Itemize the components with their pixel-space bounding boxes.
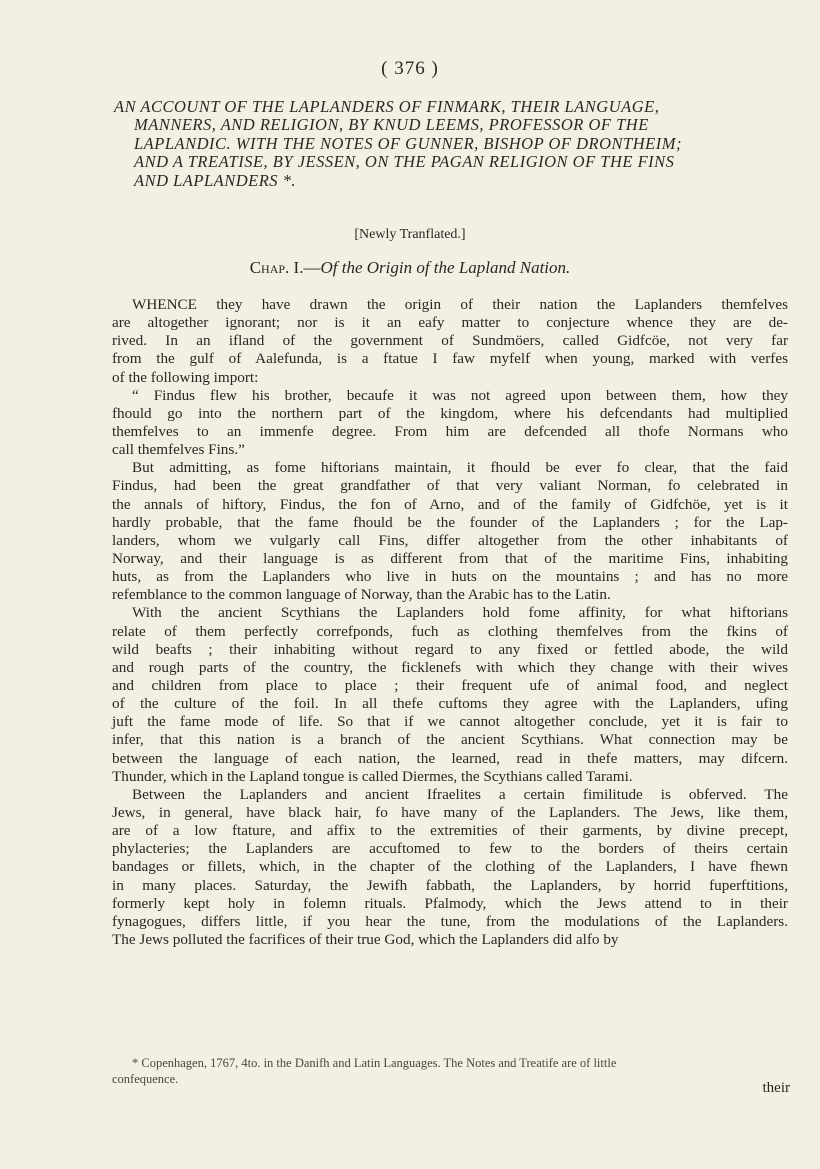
- body-line: fynagogues, differs little, if you hear the tune, from the modulations of the Laplanders.: [112, 912, 788, 930]
- footnote: [112, 1055, 788, 1087]
- body-line: The Jews polluted the facrifices of their true God, which the Laplanders did alfo by: [112, 930, 619, 948]
- title-line: AND A TREATISE, BY JESSEN, ON THE PAGAN RELIGION OF THE FINS: [134, 152, 675, 172]
- body-line: bandages or fillets, which, in the chapter of the clothing of the Laplanders, I have fhewn: [112, 858, 788, 876]
- body-line: and rough parts of the country, the ficklenefs with which they change with their wives: [112, 658, 788, 676]
- body-line: and children from place to place ; their frequent ufe of animal food, and neglect: [112, 676, 788, 694]
- body-line: juft the fame mode of life. So that if we cannot altogether conclude, yet it is fair to: [112, 713, 788, 731]
- title-line: AN ACCOUNT OF THE LAPLANDERS OF FINMARK, THEIR LANGUAGE,: [114, 97, 660, 116]
- body-line: formerly kept holy in folemn rituals. Pfalmody, which the Jews attend to in their: [112, 894, 788, 912]
- chapter-label: Chap. I.: [249, 258, 304, 277]
- catchword: their: [762, 1080, 790, 1096]
- body-line: Thunder, which in the Lapland tongue is called Diermes, the Scythians called Tarami.: [112, 767, 633, 785]
- title-line: LAPLANDIC. WITH THE NOTES OF GUNNER, BISHOP OF DRONTHEIM;: [134, 133, 682, 153]
- body-line: refemblance to the common language of Norway, than the Arabic has to the Latin.: [112, 586, 611, 604]
- body-line: landers, whom we vulgarly call Fins, differ altogether from the other inhabitants of: [112, 531, 788, 549]
- body-line: fhould go into the northern part of the kingdom, where his defcendants had multiplied: [112, 404, 788, 422]
- body-line: call themfelves Fins.”: [112, 441, 245, 459]
- title-line: MANNERS, AND RELIGION, BY KNUD LEEMS, PROFESSOR OF THE: [134, 115, 649, 135]
- body-line: between the language of each nation, the learned, read in thefe matters, may difcern.: [112, 749, 788, 767]
- body-line: Findus, had been the great grandfather of that very valiant Norman, fo celebrated in: [112, 477, 788, 495]
- body-line: in many places. Saturday, the Jewifh fabbath, the Laplanders, by horrid fuperftitions,: [112, 876, 788, 894]
- body-line: phylacteries; the Laplanders are accuftomed to few to the borders of theirs certain: [112, 840, 788, 858]
- body-line: hardly probable, that the fame fhould be the founder of the Laplanders ; for the Lap-: [112, 513, 788, 531]
- chapter-dash: —: [303, 258, 321, 277]
- chapter-heading: [0, 258, 820, 278]
- body-line: Jews, in general, have black hair, fo have many of the Laplanders. The Jews, like them,: [112, 803, 788, 821]
- body-line: infer, that this nation is a branch of the ancient Scythians. What connection may be: [112, 731, 788, 749]
- body-text: [112, 296, 788, 949]
- chapter-subtitle: Of the Origin of the Lapland Nation.: [320, 258, 571, 277]
- article-title: [114, 98, 784, 190]
- footnote-line: confequence.: [112, 1072, 179, 1086]
- body-line: are of a low ftature, and affix to the extremities of their garments, by divine precept,: [112, 822, 788, 840]
- body-line: relate of them perfectly correfponds, fuch as clothing themfelves from the fkins of: [112, 622, 788, 640]
- body-line: from the gulf of Aalefunda, is a ftatue I faw myfelf when young, marked with verfes: [112, 350, 788, 368]
- footnote-line: * Copenhagen, 1767, 4to. in the Danifh and Latin Languages. The Notes and Treatife are of little: [132, 1056, 617, 1070]
- body-line: Norway, and their language is as different from that of the maritime Fins, inhabiting: [112, 549, 788, 567]
- body-line: With the ancient Scythians the Laplanders hold fome affinity, for what hiftorians: [132, 604, 788, 622]
- body-line: are altogether ignorant; nor is it an eafy matter to conjecture whence they are de-: [112, 314, 788, 332]
- body-line: “ Findus flew his brother, becaufe it was not agreed upon between them, how they: [132, 386, 788, 404]
- body-line: rived. In an ifland of the government of Sundmöers, called Gidfcöe, not very far: [112, 332, 788, 350]
- body-line: of the culture of the foil. In all thefe cuftoms they agree with the Laplanders, ufing: [112, 695, 788, 713]
- body-line: huts, as from the Laplanders who live in huts on the mountains ; and has no more: [112, 568, 788, 586]
- translation-note: [Newly Tranflated.]: [354, 227, 466, 242]
- body-line: of the following import:: [112, 368, 259, 386]
- body-line: themfelves to an immenfe degree. From him are defcended all thofe Normans who: [112, 422, 788, 440]
- title-line: AND LAPLANDERS *.: [134, 170, 297, 190]
- body-line: But admitting, as fome hiftorians maintain, it fhould be ever fo clear, that the faid: [132, 459, 788, 477]
- body-line: wild beafts ; their inhabiting without regard to any fixed or fettled abode, the wild: [112, 640, 788, 658]
- body-line: the annals of hiftory, Findus, the fon of Arno, and of the family of Gidfchöe, yet is it: [112, 495, 788, 513]
- page-number: ( 376 ): [381, 58, 439, 79]
- body-line: WHENCE they have drawn the origin of their nation the Laplanders themfelves: [132, 296, 788, 313]
- body-line: Between the Laplanders and ancient Ifraelites a certain fimilitude is obferved. The: [132, 785, 788, 803]
